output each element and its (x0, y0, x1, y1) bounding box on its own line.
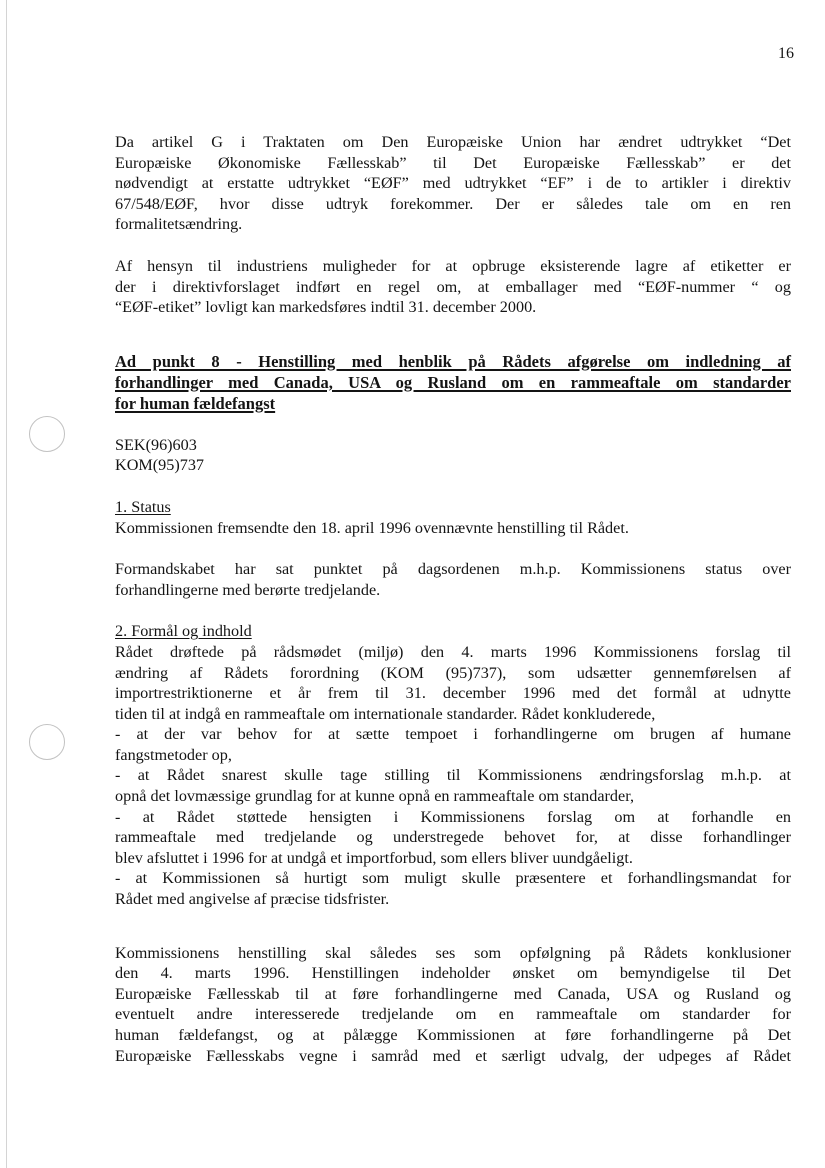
purpose-line: Rådet drøftede på rådsmødet (miljø) den 4. marts 1996 Kommissionens forslag til (115, 642, 791, 661)
purpose-line: fangstmetoder op, (115, 745, 232, 764)
paragraph-label-transition: Af hensyn til industriens muligheder for at opbruge eksisterende lagre af etiketter er der i direktivforslaget indført en regel om, at emballager med “EØF-nummer “ og “EØF-etiket” lovligt kan markedsføres indtil 31. december 2000. (115, 256, 791, 317)
punch-hole-top (29, 416, 65, 452)
status-text: Kommissionen fremsendte den 18. april 1996 ovennævnte henstilling til Rådet. (115, 518, 629, 537)
purpose-block (115, 621, 791, 909)
reference-sek: SEK(96)603 (115, 435, 197, 454)
purpose-line: Rådet med angivelse af præcise tidsfrister. (115, 890, 390, 909)
paragraph-presidency: Formandskabet har sat punktet på dagsordenen m.h.p. Kommissionens status over forhandlingerne med berørte tredjelande. (115, 560, 791, 599)
page-number: 16 (778, 45, 794, 62)
purpose-line: - at Kommissionen så hurtigt som muligt skulle præsentere et forhandlingsmandat for (115, 869, 791, 888)
paragraph-treaty-terminology: Da artikel G i Traktaten om Den Europæiske Union har ændret udtrykket “Det Europæiske Økonomiske Fællesskab” til Det Europæiske Fællesskab” er det nødvendigt at erstatte udtrykket “EØF” med udtrykket “EF” i de to artikler i direktiv 67/548/EØF, hvor disse udtryk forekommer. Der er således tale om en ren formalitetsændring. (115, 133, 791, 234)
status-block (115, 497, 791, 538)
purpose-heading: 2. Formål og indhold (115, 622, 252, 641)
purpose-line: - at der var behov for at sætte tempoet i forhandlingerne om brugen af humane (115, 725, 791, 744)
status-heading: 1. Status (115, 497, 171, 516)
purpose-line: - at Rådet støttede hensigten i Kommissionens forslag om at forhandle en (115, 807, 791, 826)
reference-kom: KOM(95)737 (115, 456, 205, 475)
purpose-line: ændring af Rådets forordning (KOM (95)737), som udsætter gennemførelsen af (115, 663, 791, 682)
section-heading: Ad punkt 8 - Henstilling med henblik på Rådets afgørelse om indledning af forhandlinger med Canada, USA og Rusland om en rammeaftale om standarder for human fældefangst (115, 351, 791, 413)
purpose-line: importrestriktionerne et år frem til 31. december 1996 med det formål at udnytte (115, 684, 791, 703)
purpose-line: opnå det lovmæssige grundlag for at kunne opnå en rammeaftale om standarder, (115, 787, 634, 806)
document-body (115, 132, 791, 1066)
punch-hole-bottom (29, 724, 65, 760)
page-edge-line (6, 0, 7, 1168)
purpose-line: rammeaftale med tredjelande og understregede behovet for, at disse forhandlinger (115, 828, 791, 847)
purpose-line: blev afsluttet i 1996 for at undgå et importforbud, som ellers bliver uundgåeligt. (115, 848, 633, 867)
purpose-line: - at Rådet snarest skulle tage stilling til Kommissionens ændringsforslag m.h.p. at (115, 766, 791, 785)
document-references (115, 435, 791, 476)
paragraph-recommendation: Kommissionens henstilling skal således ses som opfølgning på Rådets konklusioner den 4. marts 1996. Henstillingen indeholder ønsket om bemyndigelse til Det Europæiske Fællesskab til at føre forhandlingerne med Canada, USA og Rusland og eventuelt andre interesserede tredjelande om en rammeaftale om standarder for human fældefangst, og at pålægge Kommissionen at føre forhandlingerne på Det Europæiske Fællesskabs vegne i samråd med et særligt udvalg, der udpeges af Rådet (115, 943, 791, 1065)
purpose-text (115, 642, 791, 910)
purpose-line: tiden til at indgå en rammeaftale om internationale standarder. Rådet konkluderede, (115, 704, 656, 723)
